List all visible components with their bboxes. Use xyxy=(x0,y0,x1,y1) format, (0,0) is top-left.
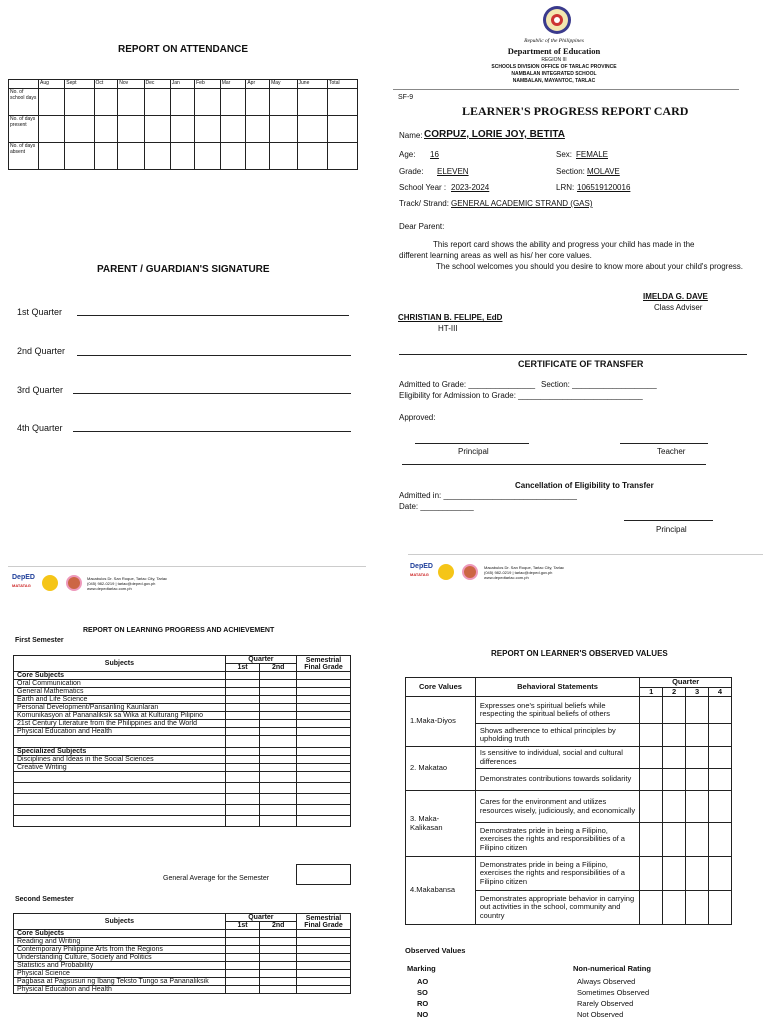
cancel-divider xyxy=(402,464,706,465)
footer-divider xyxy=(8,566,366,567)
report-card-title: LEARNER'S PROGRESS REPORT CARD xyxy=(462,104,689,118)
table-row: 2. Makatao Is sensitive to individual, social and cultural differences xyxy=(406,747,732,769)
bagong-pilipinas-icon xyxy=(42,575,58,591)
table-row: Pagbasa at Pagsusuri ng Ibang Teksto Tungo sa Pananaliksik xyxy=(14,978,351,986)
values-table: Core Values Behavioral Statements Quarter 1 2 3 4 1.Maka-Diyos Expresses one's spiritual beliefs while respecting the spiritual beliefs of others Shows adherence to ethical principles by upholding truth 2. Makatao Is sensitive to individual, social and cultural differences Demonstrates contributions towards solidarity 3. Maka-Kalikasan Cares for the environment and utilizes resources wisely, judiciously, and economically Demonstrates pride in being a Filipino, exercises the rights and responsibilities of a Filipino citizen 4.Makabansa Demonstrates pride in being a Filipino, exercises the rights and responsibilities of a Filipino citizen Demonstrates appropriate behavior in carrying out activities in the school, community and country xyxy=(405,677,732,925)
attendance-row: No. of school days xyxy=(9,89,358,116)
table-row: Statistics and Probability xyxy=(14,962,351,970)
attendance-title: REPORT ON ATTENDANCE xyxy=(118,44,248,55)
quarter-header: Quarter xyxy=(225,914,296,922)
month-cell: Nov xyxy=(118,80,144,89)
signature-line xyxy=(73,431,351,432)
table-row: Physical Education and Health xyxy=(14,986,351,994)
table-row: Disciplines and Ideas in the Social Sciences xyxy=(14,756,351,764)
table-row: Earth and Life Science xyxy=(14,696,351,704)
footer-phone: (045) 982-0219 | tarlac@deped.gov.ph xyxy=(87,581,156,586)
admitted-grade: Admitted to Grade: _______________ xyxy=(399,380,536,389)
table-row: Reading and Writing xyxy=(14,938,351,946)
letter-p1b: different learning areas as well as his/ her core values. xyxy=(399,251,592,260)
sem2-grades-table: Subjects Quarter Semestrial Final Grade 1st 2nd Core Subjects Reading and Writing Contemporary Philippine Arts from the Regions Understanding Culture, Society and Politics Statistics and Probability Physical Science Pagbasa at Pagsusuri ng Ibang Teksto Tungo sa Pananaliksik Physical Education and Health xyxy=(13,913,351,994)
table-row: General Mathematics xyxy=(14,688,351,696)
sem1-grades-table: Subjects Quarter Semestrial Final Grade 1st 2nd Core Subjects Oral Communication General Mathematics Earth and Life Science Personal Development/Pansariling Kaunlaran Komunikasyon at Pananaliksik sa Wika at Kulturang Pilipino 21st Century Literature from the Philippines and the World Physical Education and Health Specialized Subjects Disciplines and Ideas in the Social Sciences Creative Writing xyxy=(13,655,351,827)
grade-value: ELEVEN xyxy=(437,167,469,176)
table-row: Contemporary Philippine Arts from the Regions xyxy=(14,946,351,954)
principal-label: Principal xyxy=(458,447,489,456)
adviser-role: Class Adviser xyxy=(654,303,703,312)
month-cell: Dec xyxy=(144,80,170,89)
track-value: GENERAL ACADEMIC STRAND (GAS) xyxy=(451,199,593,208)
sex-value: FEMALE xyxy=(576,150,609,159)
footer-web: www.depedtarlac.com.ph xyxy=(87,586,132,591)
deped-seal-icon xyxy=(542,4,572,36)
table-row: Physical Science xyxy=(14,970,351,978)
transfer-title: CERTIFICATE OF TRANSFER xyxy=(518,359,644,369)
month-cell: Sept xyxy=(65,80,94,89)
footer-address: Macabulos Dr. San Roque, Tarlac City, Tarlac xyxy=(87,576,168,581)
age-label: Age: xyxy=(399,150,416,159)
specialized-subjects-label: Specialized Subjects xyxy=(14,748,226,756)
month-cell: Aug xyxy=(39,80,65,89)
learner-name: CORPUZ, LORIE JOY, BETITA xyxy=(424,129,565,140)
grade-label: Grade: xyxy=(399,167,424,176)
parent-sig-title: PARENT / GUARDIAN'S SIGNATURE xyxy=(97,264,270,275)
transfer-section: Section: ___________________ xyxy=(541,380,657,389)
signature-line xyxy=(77,315,349,316)
table-row: Personal Development/Pansariling Kaunlaran xyxy=(14,704,351,712)
core-values-header: Core Values xyxy=(406,678,476,697)
table-row: Physical Education and Health xyxy=(14,728,351,736)
head-role: HT-III xyxy=(438,324,458,333)
republic-label: Republic of the Philippines xyxy=(524,38,584,44)
month-cell: Jan xyxy=(170,80,194,89)
core-value: 1.Maka-Diyos xyxy=(406,697,476,747)
quarter-header: Quarter xyxy=(640,678,732,688)
track-label: Track/ Strand: xyxy=(399,199,449,208)
marking-header: Marking xyxy=(407,964,436,973)
sy-value: 2023-2024 xyxy=(451,183,490,192)
header-divider xyxy=(393,89,739,90)
cancel-principal: Principal xyxy=(656,525,687,534)
division-seal-icon xyxy=(66,575,82,591)
eligibility: Eligibility for Admission to Grade: ____________________________ xyxy=(399,391,643,400)
table-row: Demonstrates pride in being a Filipino, exercises the rights and responsibilities of a Filipino citizen xyxy=(406,823,732,857)
month-cell: Apr xyxy=(246,80,270,89)
cancel-title: Cancellation of Eligibility to Transfer xyxy=(515,481,654,490)
attendance-table xyxy=(8,79,358,170)
matatag-logo: MATATAG xyxy=(12,583,31,588)
signature-line xyxy=(73,393,351,394)
table-row: Creative Writing xyxy=(14,764,351,772)
school-label: NAMBALAN INTEGRATED SCHOOL xyxy=(511,71,597,77)
transfer-divider xyxy=(399,354,747,355)
letter-p2: The school welcomes you should you desire to know more about your child's progress. xyxy=(436,262,744,271)
subjects-header: Subjects xyxy=(14,914,226,930)
section-label: Section: xyxy=(556,167,585,176)
legend-mark: RO xyxy=(417,999,429,1008)
dept-label: Department of Education xyxy=(507,46,601,56)
legend-mark: AO xyxy=(417,977,429,986)
core-value: 3. Maka-Kalikasan xyxy=(406,791,476,857)
month-cell: Mar xyxy=(220,80,246,89)
table-row: Oral Communication xyxy=(14,680,351,688)
lrn-value: 106519120016 xyxy=(577,183,631,192)
region-label: REGION III xyxy=(541,57,567,63)
behavior-header: Behavioral Statements xyxy=(475,678,639,697)
section-value: MOLAVE xyxy=(587,167,620,176)
legend-mark: NO xyxy=(417,1010,429,1019)
table-row: 3. Maka-Kalikasan Cares for the environment and utilizes resources wisely, judiciously, and economically xyxy=(406,791,732,823)
quarter-label: 4th Quarter xyxy=(17,423,63,433)
head-name: CHRISTIAN B. FELIPE, EdD xyxy=(398,313,503,322)
table-row: Understanding Culture, Society and Politics xyxy=(14,954,351,962)
subjects-header: Subjects xyxy=(14,656,226,672)
footer-web: www.depedtarlac.com.ph xyxy=(484,575,529,580)
teacher-label: Teacher xyxy=(657,447,686,456)
month-cell: May xyxy=(270,80,297,89)
footer-divider xyxy=(408,554,763,555)
signature-line xyxy=(415,443,529,444)
footer-phone: (045) 982-0219 | tarlac@deped.gov.ph xyxy=(484,570,553,575)
sy-label: School Year : xyxy=(399,183,447,192)
core-value: 4.Makabansa xyxy=(406,857,476,925)
table-row: 1.Maka-Diyos Expresses one's spiritual beliefs while respecting the spiritual beliefs of others xyxy=(406,697,732,724)
table-row: 4.Makabansa Demonstrates pride in being a Filipino, exercises the rights and responsibilities of a Filipino citizen xyxy=(406,857,732,891)
lrn-label: LRN: xyxy=(556,183,575,192)
name-label: Name: xyxy=(399,131,423,140)
signature-line xyxy=(77,355,351,356)
deped-logo: DepED xyxy=(12,574,35,581)
approved-label: Approved: xyxy=(399,413,436,422)
sem1-label: First Semester xyxy=(15,637,64,644)
attendance-row: No. of days present xyxy=(9,116,358,143)
core-subjects-label: Core Subjects xyxy=(14,930,226,938)
matatag-logo: MATATAG xyxy=(410,572,429,577)
legend-rating: Sometimes Observed xyxy=(577,988,650,997)
adviser-name: IMELDA G. DAVE xyxy=(643,292,708,301)
legend-rating: Always Observed xyxy=(577,977,636,986)
core-subjects-label: Core Subjects xyxy=(14,672,226,680)
values-title: REPORT ON LEARNER'S OBSERVED VALUES xyxy=(491,649,668,658)
month-cell: Oct xyxy=(94,80,118,89)
final-header: Semestrial Final Grade xyxy=(297,656,351,672)
division-label: SCHOOLS DIVISION OFFICE OF TARLAC PROVINCE xyxy=(491,64,617,70)
table-row: 21st Century Literature from the Philippines and the World xyxy=(14,720,351,728)
cancel-date: Date: ____________ xyxy=(399,502,474,511)
general-average-label: General Average for the Semester xyxy=(163,875,270,882)
month-cell: Feb xyxy=(195,80,221,89)
admitted-in: Admitted in: ______________________________ xyxy=(399,491,577,500)
division-seal-icon xyxy=(462,564,478,580)
legend-rating: Rarely Observed xyxy=(577,999,634,1008)
address-label: NAMBALAN, MAYANTOC, TARLAC xyxy=(512,78,596,84)
core-value: 2. Makatao xyxy=(406,747,476,791)
learning-title: REPORT ON LEARNING PROGRESS AND ACHIEVEMENT xyxy=(83,627,275,634)
form-label: SF-9 xyxy=(398,94,414,101)
age-value: 16 xyxy=(430,150,439,159)
month-cell: June xyxy=(297,80,328,89)
deped-logo: DepED xyxy=(410,563,433,570)
quarter-label: 1st Quarter xyxy=(17,307,63,317)
sex-label: Sex: xyxy=(556,150,573,159)
bagong-pilipinas-icon xyxy=(438,564,454,580)
legend-mark: SO xyxy=(417,988,428,997)
table-row: Demonstrates contributions towards solidarity xyxy=(406,769,732,791)
footer-address: Macabulos Dr. San Roque, Tarlac City, Tarlac xyxy=(484,565,565,570)
final-header: Semestrial Final Grade xyxy=(297,914,351,930)
legend-rating: Not Observed xyxy=(577,1010,624,1019)
letter-p1a: This report card shows the ability and progress your child has made in the xyxy=(433,240,695,249)
general-average-box xyxy=(296,864,351,885)
month-cell: Total xyxy=(328,80,358,89)
greeting: Dear Parent: xyxy=(399,222,445,231)
observed-values-label: Observed Values xyxy=(405,946,466,955)
quarter-header: Quarter xyxy=(225,656,296,664)
table-row: Komunikasyon at Pananaliksik sa Wika at Kulturang Pilipino xyxy=(14,712,351,720)
quarter-label: 3rd Quarter xyxy=(17,385,64,395)
table-row: Shows adherence to ethical principles by upholding truth xyxy=(406,724,732,747)
sem2-label: Second Semester xyxy=(15,896,74,903)
attendance-row: No. of days absent xyxy=(9,143,358,170)
table-row: Demonstrates appropriate behavior in carrying out activities in the school, community and country xyxy=(406,891,732,925)
signature-line xyxy=(624,520,713,521)
signature-line xyxy=(620,443,708,444)
rating-header: Non-numerical Rating xyxy=(573,964,651,973)
quarter-label: 2nd Quarter xyxy=(17,346,66,356)
